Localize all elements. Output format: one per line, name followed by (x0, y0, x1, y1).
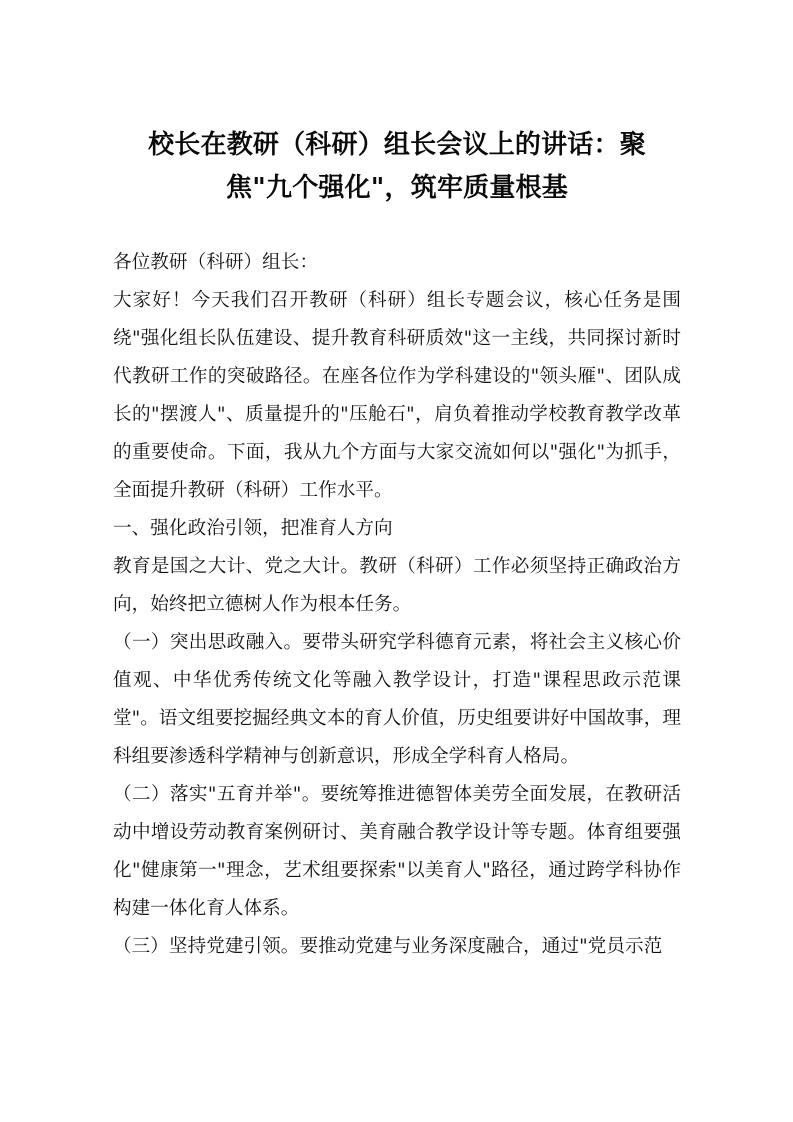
page-title-line-2: 焦"九个强化"，筑牢质量根基 (226, 173, 568, 203)
paragraph-section-1-intro: 教育是国之大计、党之大计。教研（科研）工作必须坚持正确政治方向，始终把立德树人作为根本任务。 (113, 556, 681, 615)
page-title (113, 0, 681, 210)
paragraph-section-1-item-3: （三）坚持党建引领。要推动党建与业务深度融合，通过"党员示范 (113, 936, 663, 957)
paragraph-section-1-item-1: （一）突出思政融入。要带头研究学科德育元素，将社会主义核心价值观、中华优秀传统文化等融入教学设计，打造"课程思政示范课堂"。语文组要挖掘经典文本的育人价值，历史组要讲好中国故事，理科组要渗透科学精神与创新意识，形成全学科育人格局。 (113, 632, 681, 767)
paragraph-section-1-item-2: （二）落实"五育并举"。要统筹推进德智体美劳全面发展，在教研活动中增设劳动教育案例研讨、美育融合教学设计等专题。体育组要强化"健康第一"理念，艺术组要探索"以美育人"路径，通过跨学科协作构建一体化育人体系。 (113, 784, 681, 919)
page-text-block (113, 0, 681, 966)
paragraph-opening: 大家好！今天我们召开教研（科研）组长专题会议，核心任务是围绕"强化组长队伍建设、提升教育科研质效"这一主线，共同探讨新时代教研工作的突破路径。在座各位作为学科建设的"领头雁"、团队成长的"摆渡人"、质量提升的"压舱石"，肩负着推动学校教育教学改革的重要使命。下面，我从九个方面与大家交流如何以"强化"为抓手，全面提升教研（科研）工作水平。 (113, 290, 681, 501)
page-title-line-1: 校长在教研（科研）组长会议上的讲话：聚 (148, 130, 646, 160)
paragraph-salutation: 各位教研（科研）组长： (113, 252, 319, 273)
section-heading-1: 一、强化政治引领，把准育人方向 (113, 518, 393, 539)
